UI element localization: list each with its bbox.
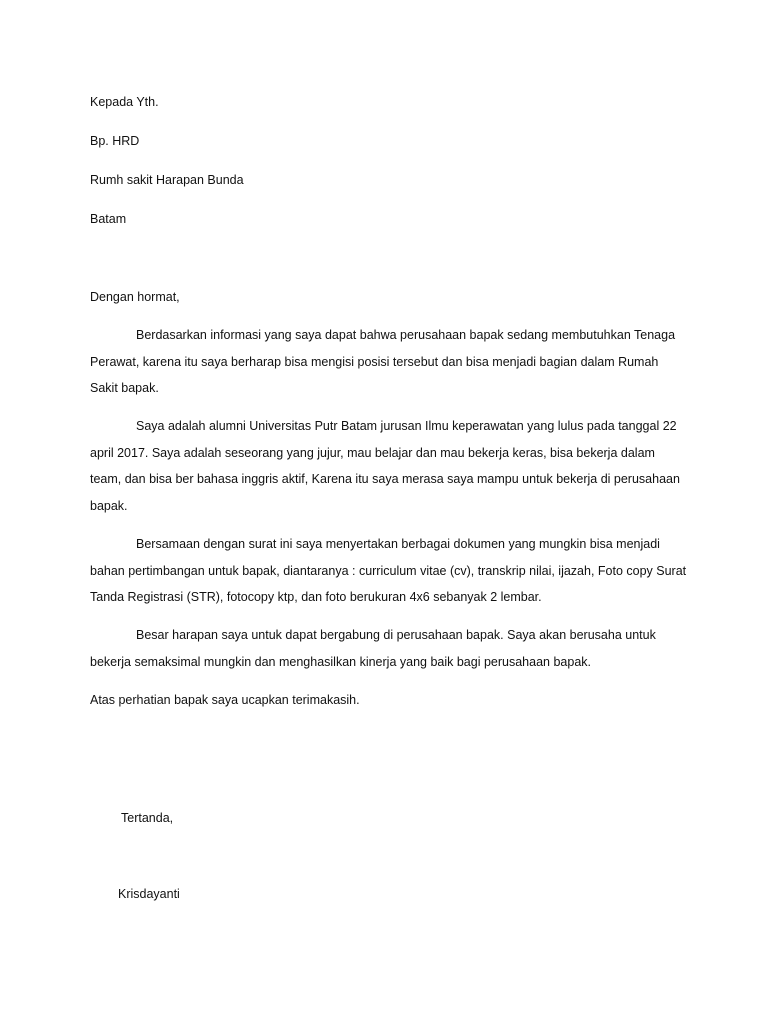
- recipient-line-4: Batam: [90, 212, 127, 226]
- greeting: Dengan hormat,: [90, 290, 180, 304]
- recipient-line-2: Bp. HRD: [90, 134, 140, 148]
- recipient-line-1: Kepada Yth.: [90, 95, 159, 109]
- body-paragraph-1: Berdasarkan informasi yang saya dapat bahwa perusahaan bapak sedang membutuhkan Tenaga Perawat, karena itu saya berharap bisa mengisi posisi tersebut dan bisa menjadi bagian dalam Rumah Sakit bapak.: [90, 328, 676, 395]
- recipient-line-3: Rumh sakit Harapan Bunda: [90, 173, 244, 187]
- body-paragraph-4: Besar harapan saya untuk dapat bergabung di perusahaan bapak. Saya akan berusaha untuk bekerja semaksimal mungkin dan menghasilkan kinerja yang baik bagi perusahaan bapak.: [90, 628, 656, 669]
- body-paragraph-3: Bersamaan dengan surat ini saya menyertakan berbagai dokumen yang mungkin bisa menjadi bahan pertimbangan untuk bapak, diantaranya : curriculum vitae (cv), transkrip nilai, ijazah, Foto copy Surat Tanda Registrasi (STR), fotocopy ktp, dan foto berukuran 4x6 sebanyak 2 lembar.: [90, 537, 687, 604]
- signoff: Tertanda,: [121, 811, 174, 825]
- signature-name: Krisdayanti: [118, 887, 180, 901]
- closing-line: Atas perhatian bapak saya ucapkan terimakasih.: [90, 693, 360, 707]
- body-paragraph-2: Saya adalah alumni Universitas Putr Batam jurusan Ilmu keperawatan yang lulus pada tanggal 22 april 2017. Saya adalah seseorang yang jujur, mau belajar dan mau bekerja keras, bisa bekerja dalam team, dan bisa ber bahasa inggris aktif, Karena itu saya merasa saya mampu untuk bekerja di perusahaan bapak.: [90, 419, 680, 513]
